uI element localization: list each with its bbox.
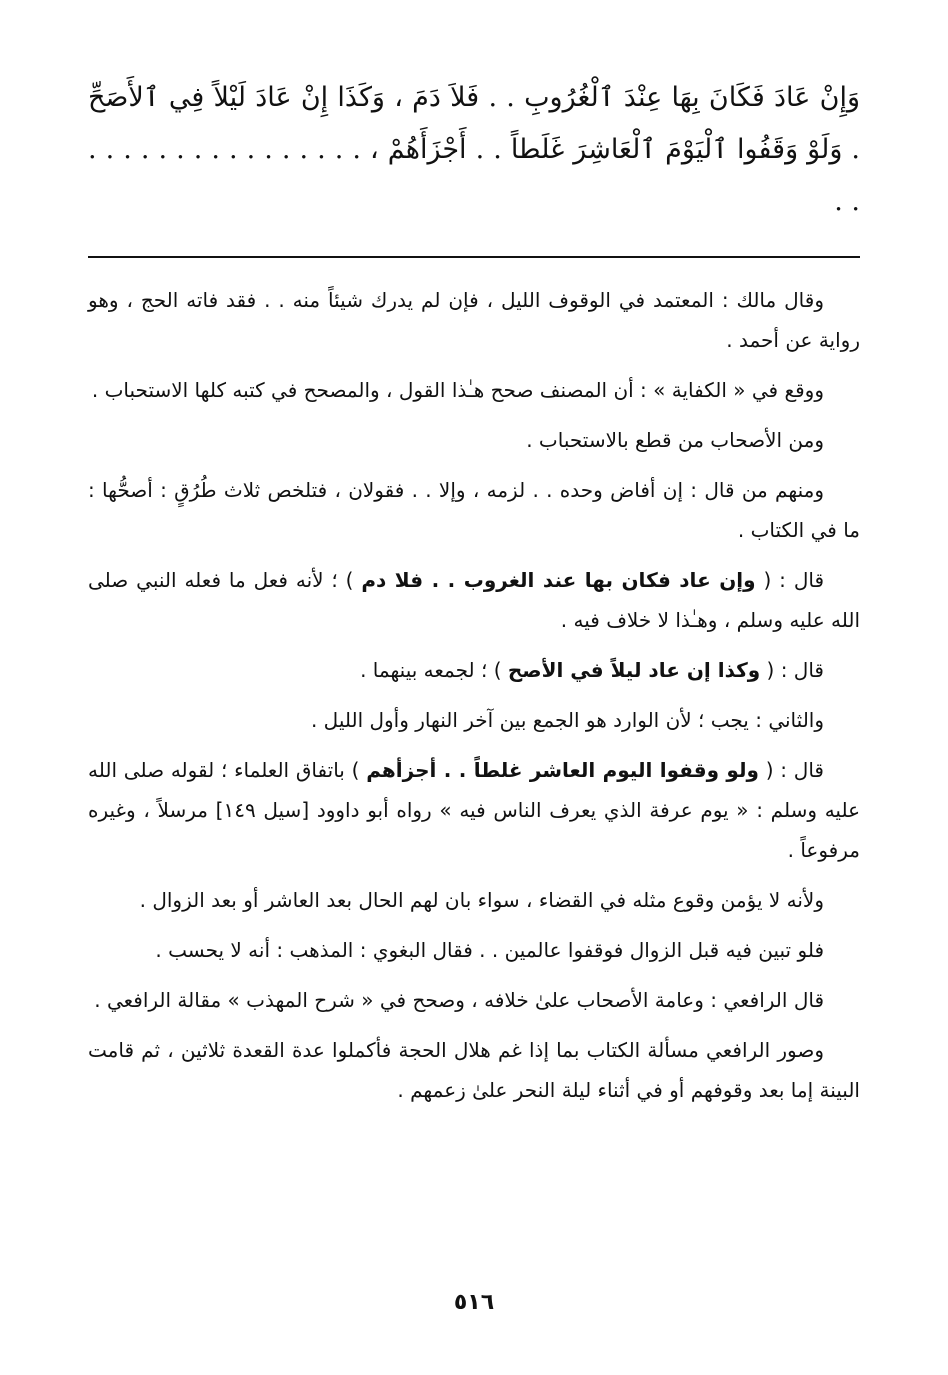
quote-open: قال : (: [755, 568, 824, 592]
quote-open: قال : (: [760, 658, 824, 682]
page-number: ٥١٦: [453, 1290, 495, 1315]
separator-rule: [88, 256, 860, 258]
commentary-section: [88, 280, 860, 1110]
quote-rest: ) ؛ لأنه فعل ما فعله النبي صلى الله عليه وسلم ، وهـٰذا لا خلاف فيه .: [88, 568, 860, 632]
commentary-paragraph: ووقع في « الكفاية » : أن المصنف صحح هـٰذا القول ، والمصحح في كتبه كلها الاستحباب .: [91, 378, 824, 402]
commentary-paragraph: ومن الأصحاب من قطع بالاستحباب .: [526, 428, 824, 452]
commentary-paragraph: [88, 750, 860, 870]
quote-rest: ) باتفاق العلماء ؛ لقوله صلى الله عليه وسلم : « يوم عرفة الذي يعرف الناس فيه » رواه أبو داوود [سيل ١٤٩] مرسلاً ، وغيره مرفوعاً .: [88, 758, 861, 862]
commentary-paragraph: وصور الرافعي مسألة الكتاب بما إذا غم هلال الحجة فأكملوا عدة القعدة ثلاثين ، ثم قامت البينة إما بعد وقوفهم أو في أثناء ليلة النحر علىٰ زعمهم .: [88, 1038, 860, 1102]
quoted-matn: وكذا إن عاد ليلاً في الأصح: [507, 658, 761, 682]
quote-open: قال : (: [758, 758, 824, 782]
commentary-paragraph: [88, 560, 860, 640]
quoted-matn: ولو وقفوا اليوم العاشر غلطاً . . أجزأهم: [366, 758, 759, 782]
commentary-paragraph: ولأنه لا يؤمن وقوع مثله في القضاء ، سواء بان لهم الحال بعد العاشر أو بعد الزوال .: [139, 888, 824, 912]
commentary-paragraph: [88, 650, 860, 690]
commentary-paragraph: فلو تبين فيه قبل الزوال فوقفوا عالمين . . فقال البغوي : المذهب : أنه لا يحسب .: [155, 938, 824, 962]
quoted-matn: وإن عاد فكان بها عند الغروب . . فلا دم: [361, 568, 756, 592]
matn-text: وَإِنْ عَادَ فَكَانَ بِهَا عِنْدَ ٱلْغُرُوبِ . . فَلاَ دَمَ ، وَكَذَا إِنْ عَادَ لَيْلاً فِي ٱلأَصَحِّ . وَلَوْ وَقَفُوا ٱلْيَوْمَ ٱلْعَاشِرَ غَلَطاً . . أَجْزَأَهُمْ ، . . . . . . . . . . . . . . . . . .: [88, 82, 860, 217]
commentary-paragraph: وقال مالك : المعتمد في الوقوف الليل ، فإن لم يدرك شيئاً منه . . فقد فاته الحج ، وهو رواية عن أحمد .: [88, 288, 860, 352]
commentary-paragraph: والثاني : يجب ؛ لأن الوارد هو الجمع بين آخر النهار وأول الليل .: [310, 708, 824, 732]
commentary-paragraph: قال الرافعي : وعامة الأصحاب علىٰ خلافه ، وصحح في « شرح المهذب » مقالة الرافعي .: [94, 988, 824, 1012]
commentary-paragraph: ومنهم من قال : إن أفاض وحده . . لزمه ، وإلا . . فقولان ، فتلخص ثلاث طُرُقٍ : أصحُّها : ما في الكتاب .: [88, 478, 860, 542]
quote-rest: ) ؛ لجمعه بينهما .: [360, 658, 508, 682]
